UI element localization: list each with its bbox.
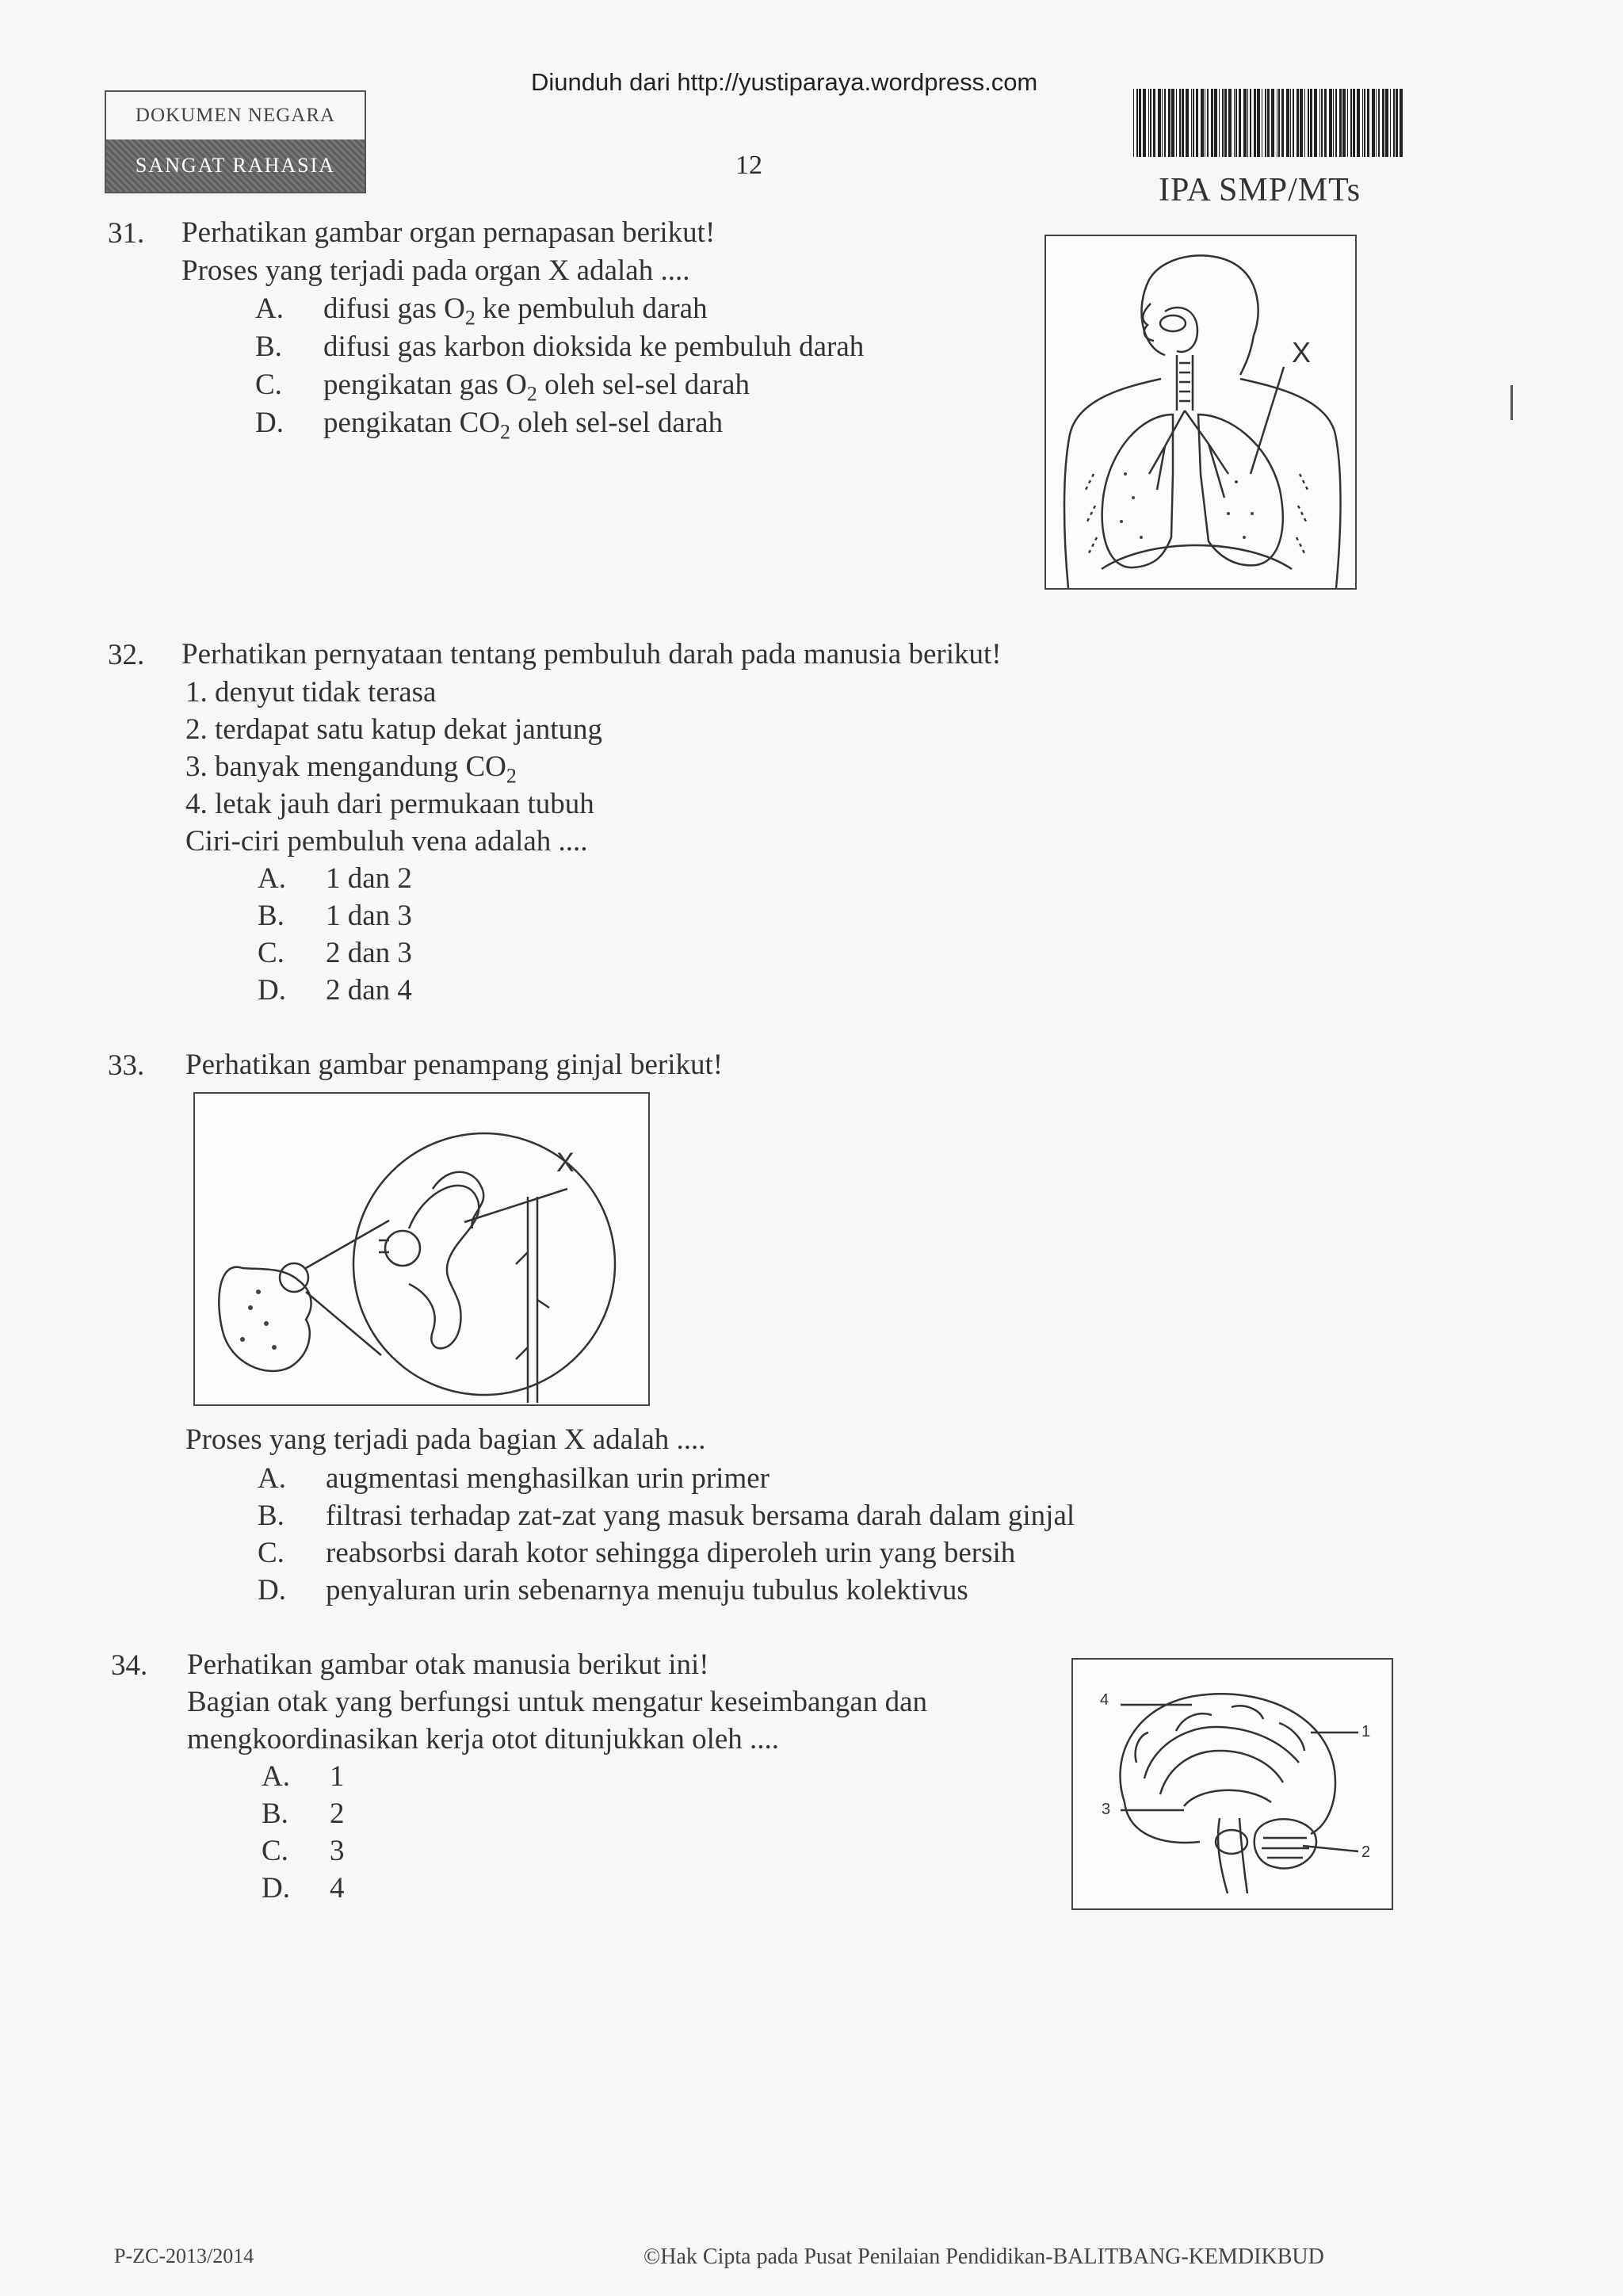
barcode-bar: [1342, 89, 1346, 157]
barcode-bar: [1385, 89, 1388, 157]
question-32-number: 32.: [108, 639, 145, 671]
question-34-line-3: mengkoordinasikan kerja otot ditunjukkan oleh ....: [187, 1723, 780, 1755]
barcode-bar: [1257, 89, 1260, 157]
barcode-bar: [1296, 89, 1299, 157]
brain-label-3: 3: [1102, 1801, 1111, 1818]
subject-title: IPA SMP/MTs: [1159, 172, 1361, 208]
barcode-bar: [1281, 89, 1284, 157]
barcode-bar: [1367, 89, 1369, 157]
question-31-option-b[interactable]: B. difusi gas karbon dioksida ke pembuluh darah: [255, 328, 864, 365]
barcode-bar: [1310, 89, 1312, 157]
brain-label-2: 2: [1361, 1843, 1371, 1861]
scan-mark: [1510, 385, 1513, 420]
question-32-option-b[interactable]: B. 1 dan 3: [258, 900, 412, 932]
question-32-statement-4: 4. letak jauh dari permukaan tubuh: [185, 788, 594, 820]
barcode-bar: [1153, 89, 1155, 157]
question-34-option-a[interactable]: A. 1: [262, 1760, 345, 1793]
barcode-bar: [1235, 89, 1237, 157]
barcode-bar: [1193, 89, 1194, 157]
footer-code: P-ZC-2013/2014: [114, 2244, 254, 2267]
lungs-diagram-icon: [1046, 236, 1355, 588]
barcode-bar: [1347, 89, 1348, 157]
doc-classification-top: DOKUMEN NEGARA: [135, 105, 336, 126]
document-classification-box: [105, 90, 366, 193]
option-letter: C.: [255, 369, 282, 401]
question-31-number: 31.: [108, 217, 145, 250]
option-letter: D.: [255, 407, 284, 439]
page-number: 12: [735, 151, 762, 180]
barcode-bar: [1250, 89, 1251, 157]
question-32-option-c[interactable]: C. 2 dan 3: [258, 937, 412, 969]
barcode-bar: [1234, 89, 1235, 157]
barcode-bar: [1339, 89, 1342, 157]
barcode-bar: [1176, 89, 1177, 157]
question-31-option-a[interactable]: A. difusi gas $O_2$ ke pembuluh darah: [255, 290, 708, 336]
question-31-option-d[interactable]: D. pengikatan $CO_2$ oleh sel-sel darah: [255, 404, 723, 450]
barcode-bar: [1290, 89, 1291, 157]
respiratory-organ-figure: [1044, 235, 1357, 590]
question-31-line-2: Proses yang terjadi pada organ X adalah ....: [181, 254, 690, 287]
barcode-bar: [1158, 89, 1161, 157]
barcode-bar: [1186, 89, 1189, 157]
source-url: Diunduh dari http://yustiparaya.wordpress.com: [531, 68, 1038, 96]
barcode-bar: [1228, 89, 1232, 157]
barcode-bar: [1265, 89, 1266, 157]
barcode-bar: [1308, 89, 1309, 157]
question-32-option-a[interactable]: A. 1 dan 2: [258, 862, 412, 895]
question-32-prompt: Ciri-ciri pembuluh vena adalah ....: [185, 825, 588, 858]
question-34-number: 34.: [111, 1649, 148, 1682]
brain-figure: [1071, 1658, 1393, 1910]
barcode-bar: [1335, 89, 1337, 157]
barcode-bar: [1196, 89, 1198, 157]
kidney-diagram-icon: [195, 1094, 648, 1404]
barcode-bar: [1243, 89, 1247, 157]
barcode-bar: [1201, 89, 1204, 157]
question-34-option-c[interactable]: C. 3: [262, 1835, 345, 1867]
barcode-bar: [1278, 89, 1280, 157]
barcode-bar: [1171, 89, 1174, 157]
brain-label-4: 4: [1100, 1691, 1109, 1709]
barcode-bar: [1162, 89, 1163, 157]
barcode-bar: [1319, 89, 1320, 157]
barcode-icon: [1133, 89, 1403, 157]
question-33-option-a[interactable]: A. augmentasi menghasilkan urin primer: [258, 1462, 769, 1495]
question-32-statement-3: 3. banyak mengandung $CO_2$: [185, 751, 517, 788]
barcode-bar: [1390, 89, 1391, 157]
barcode-bar: [1254, 89, 1256, 157]
barcode-bar: [1378, 89, 1380, 157]
barcode-bar: [1136, 89, 1138, 157]
figure-label-x: X: [556, 1148, 575, 1178]
barcode-bar: [1143, 89, 1146, 157]
barcode-bar: [1207, 89, 1209, 157]
question-32-line-1: Perhatikan pernyataan tentang pembuluh darah pada manusia berikut!: [181, 638, 1002, 670]
barcode-bar: [1191, 89, 1192, 157]
figure-label-x: X: [1292, 336, 1312, 369]
question-31-line-1: Perhatikan gambar organ pernapasan berikut!: [181, 216, 716, 249]
question-33-option-c[interactable]: C. reabsorbsi darah kotor sehingga diperoleh urin yang bersih: [258, 1537, 1016, 1569]
question-32-statement-2: 2. terdapat satu katup dekat jantung: [185, 713, 603, 746]
question-33-line-1: Perhatikan gambar penampang ginjal berikut!: [185, 1049, 724, 1081]
barcode-bar: [1267, 89, 1270, 157]
barcode-bar: [1314, 89, 1317, 157]
barcode-bar: [1211, 89, 1213, 157]
barcode-bar: [1396, 89, 1398, 157]
question-33-prompt: Proses yang terjadi pada bagian X adalah ....: [185, 1423, 706, 1456]
barcode-bar: [1214, 89, 1217, 157]
barcode-bar: [1400, 89, 1403, 157]
barcode-bar: [1222, 89, 1224, 157]
question-34-line-2: Bagian otak yang berfungsi untuk mengatur keseimbangan dan: [187, 1686, 927, 1718]
question-34-line-1: Perhatikan gambar otak manusia berikut ini!: [187, 1648, 709, 1681]
barcode-bar: [1372, 89, 1375, 157]
footer-copyright: ©Hak Cipta pada Pusat Penilaian Pendidikan-BALITBANG-KEMDIKBUD: [643, 2244, 1324, 2269]
barcode-bar: [1224, 89, 1227, 157]
barcode-bar: [1168, 89, 1170, 157]
barcode-bar: [1247, 89, 1248, 157]
barcode-bar: [1333, 89, 1334, 157]
question-33-option-b[interactable]: B. filtrasi terhadap zat-zat yang masuk bersama darah dalam ginjal: [258, 1499, 1075, 1532]
barcode-bar: [1357, 89, 1360, 157]
question-32-option-d[interactable]: D. 2 dan 4: [258, 974, 412, 1007]
barcode-bar: [1182, 89, 1184, 157]
question-32-statement-1: 1. denyut tidak terasa: [185, 676, 437, 709]
barcode-bar: [1321, 89, 1323, 157]
barcode-bar: [1239, 89, 1241, 157]
barcode-bar: [1179, 89, 1181, 157]
brain-diagram-icon: [1073, 1660, 1392, 1908]
barcode-bar: [1364, 89, 1365, 157]
option-letter: A.: [255, 292, 284, 325]
barcode-bar: [1219, 89, 1220, 157]
question-33-number: 33.: [108, 1049, 145, 1082]
barcode-bar: [1271, 89, 1274, 157]
barcode-bar: [1382, 89, 1384, 157]
question-34-option-b[interactable]: B. 2: [262, 1797, 345, 1830]
question-33-option-d[interactable]: D. penyaluran urin sebenarnya menuju tubulus kolektivus: [258, 1574, 968, 1606]
barcode-bar: [1393, 89, 1395, 157]
barcode-bar: [1133, 89, 1134, 157]
barcode-bar: [1353, 89, 1355, 157]
kidney-cross-section-figure: [193, 1092, 650, 1406]
barcode-bar: [1304, 89, 1305, 157]
barcode-bar: [1150, 89, 1151, 157]
barcode-bar: [1324, 89, 1327, 157]
brain-label-1: 1: [1361, 1723, 1371, 1740]
barcode-bar: [1139, 89, 1141, 157]
doc-classification-bottom: SANGAT RAHASIA: [106, 139, 365, 192]
barcode-bar: [1286, 89, 1289, 157]
barcode-bar: [1329, 89, 1332, 157]
option-letter: B.: [255, 330, 282, 363]
question-31-option-c[interactable]: C. pengikatan gas $O_2$ oleh sel-sel darah: [255, 366, 750, 412]
barcode-bar: [1300, 89, 1303, 157]
barcode-bar: [1148, 89, 1149, 157]
question-34-option-d[interactable]: D. 4: [262, 1872, 345, 1904]
barcode-bar: [1164, 89, 1166, 157]
barcode-bar: [1293, 89, 1294, 157]
barcode-bar: [1362, 89, 1363, 157]
barcode-bar: [1350, 89, 1352, 157]
barcode-bar: [1376, 89, 1377, 157]
